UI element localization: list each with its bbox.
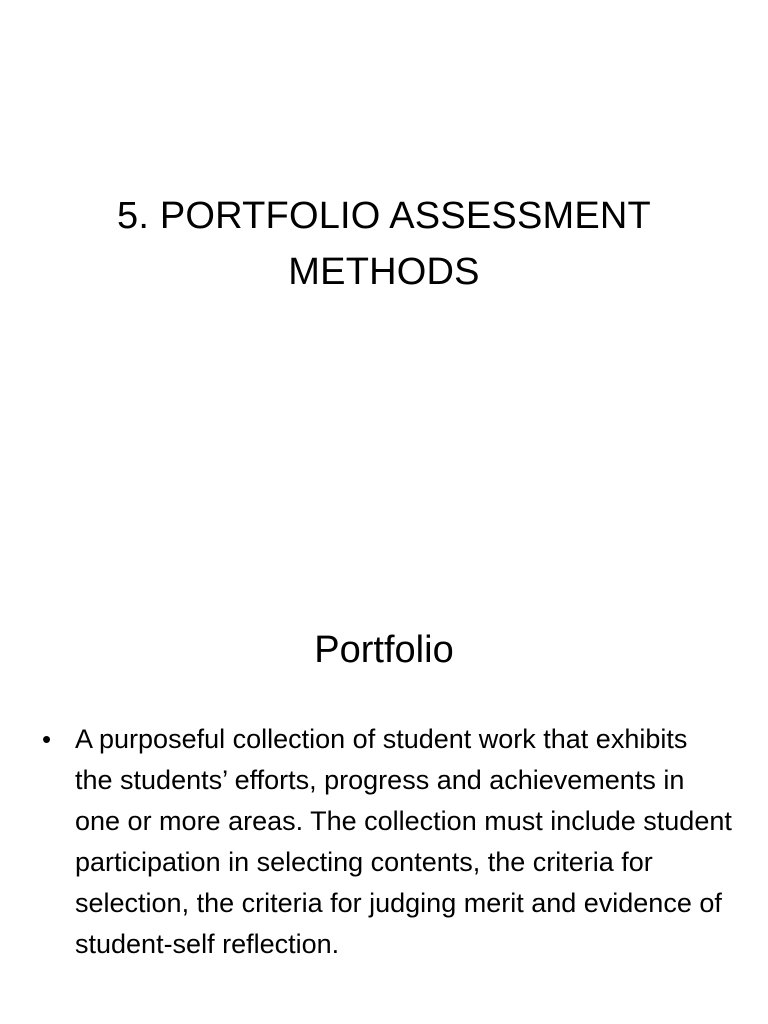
slide-portfolio	[0, 512, 768, 1024]
bullet-marker: •	[42, 724, 52, 754]
slide-title	[0, 188, 768, 300]
slide-title-line-2: METHODS	[288, 251, 480, 293]
slide-title: Portfolio	[314, 629, 454, 671]
bullet-item	[42, 719, 732, 965]
bullet-list	[42, 719, 732, 965]
slide-title-line-1: 5. PORTFOLIO ASSESSMENT	[117, 195, 651, 237]
bullet-text: A purposeful collection of student work that exhibits the students’ efforts, progress and achievements in one or more areas. The collection must include student participation in selecting contents, the criteria for selection, the criteria for judging merit and evidence of student-self reflection.	[75, 724, 732, 959]
